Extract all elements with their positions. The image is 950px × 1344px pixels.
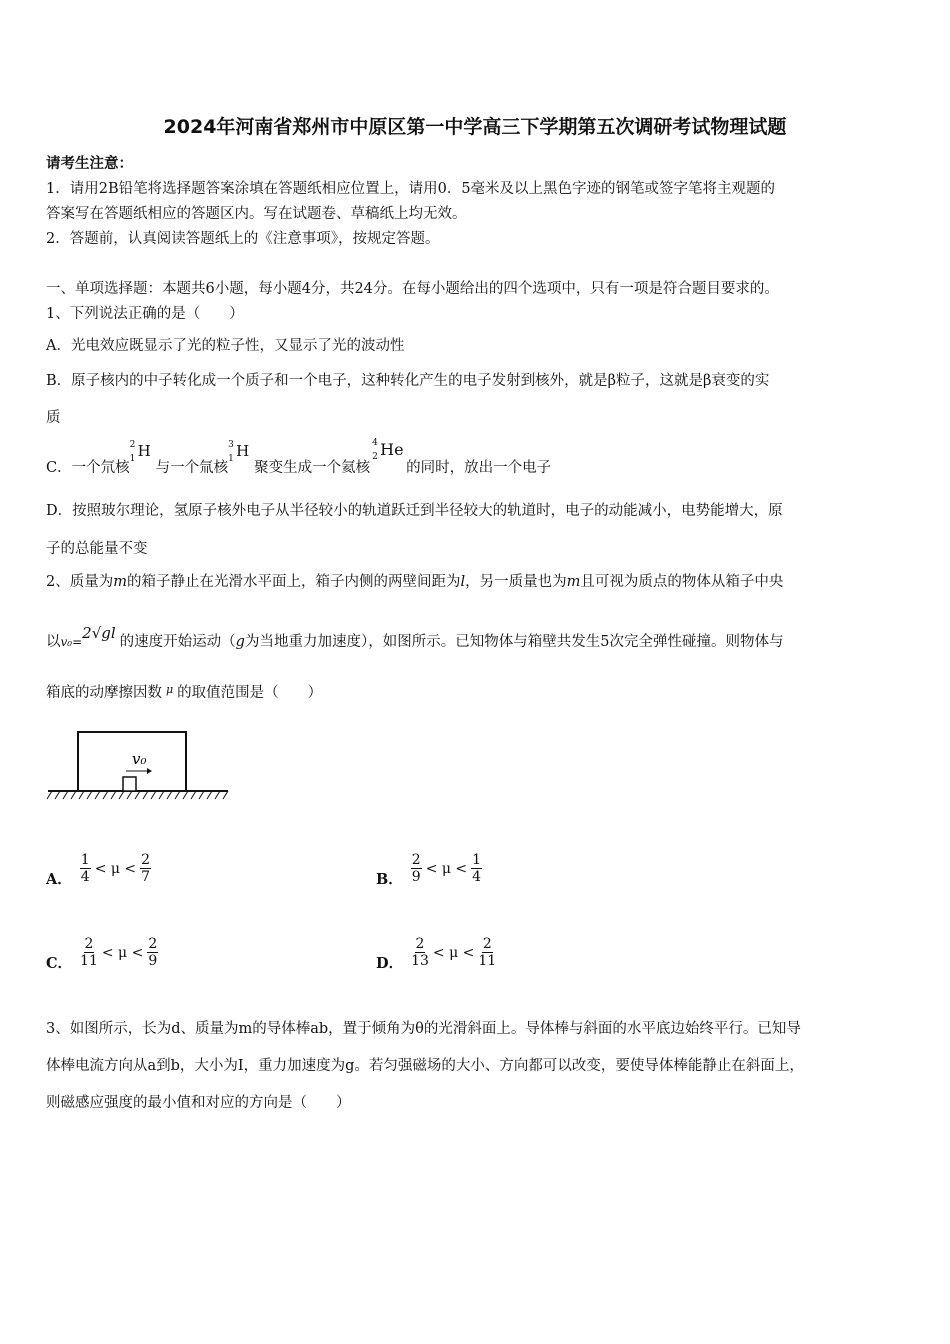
velocity-arrowhead [147,768,152,774]
helium-element: He [380,440,404,459]
notice-item-1-cont: 答案写在答题纸相应的答题区内。写在试题卷、草稿纸上均无效。 [46,206,467,222]
inequality: < μ < [94,860,137,877]
numerator: 2 [415,936,425,952]
small-block [123,777,136,791]
q1-c-post: 的同时，放出一个电子 [406,460,552,476]
q1-option-a: A．光电效应既显示了光的粒子性，又显示了光的波动性 [46,338,405,354]
fraction [471,852,482,885]
denominator: 13 [411,953,429,969]
q2-var-l: l [460,574,466,590]
q3-stem-line3: 则磁感应强度的最小值和对应的方向是（ ） [46,1095,351,1111]
inequality: < μ < [425,860,468,877]
triton-symbol [228,440,254,472]
denominator: 7 [141,869,151,885]
box-figure [46,728,232,804]
ground-hatching [47,791,228,799]
denominator: 9 [148,953,158,969]
q3-stem-line2: 体棒电流方向从a到b，大小为I，重力加速度为g。若匀强磁场的大小、方向都可以改变，要使导体棒能静止在斜面上， [46,1058,804,1074]
q2-text: 的速度开始运动（ [119,634,236,650]
q2-text: 的取值范围是（ ） [177,685,323,701]
q2-var-g: g [235,634,245,650]
q2-stem-line3 [46,681,322,702]
numerator: 2 [482,936,492,952]
option-label: D． [376,955,404,972]
q2-v0: v₀= [60,635,83,649]
numerator: 2 [141,852,151,868]
option-label: C． [46,955,73,972]
triton-element: H [236,442,250,460]
q2-text: 且可视为质点的物体从箱子中央 [580,574,784,590]
deuteron-symbol [129,440,156,472]
q2-option-a [46,848,151,889]
option-label: B． [376,871,403,888]
denominator: 11 [80,953,98,969]
fraction [80,936,98,969]
q2-stem-line1 [46,570,783,591]
numerator: 2 [84,936,94,952]
q1-option-b: B．原子核内的中子转化成一个质子和一个电子，这种转化产生的电子发射到核外，就是β粒子，这就是β衰变的实 [46,373,770,389]
q2-text: ，另一质量也为 [465,574,567,590]
q3-stem-line1: 3、如图所示，长为d、质量为m的导体棒ab，置于倾角为θ的光滑斜面上。导体棒与斜面的水平底边始终平行。已知导 [46,1021,801,1037]
denominator: 4 [80,869,90,885]
q2-var-m: m [566,574,581,590]
q1-c-mid2: 聚变生成一个氦核 [254,460,371,476]
denominator: 11 [478,953,497,969]
deuteron-charge: 1 [129,454,136,464]
velocity-label: v₀ [132,750,147,768]
fraction [80,852,91,885]
q2-option-d [376,932,496,973]
q2-stem-line2 [46,624,784,651]
option-label: A． [46,871,72,888]
numerator: 2 [411,852,421,868]
q2-option-c [46,932,158,973]
fraction [411,936,429,969]
numerator: 2 [148,936,158,952]
q1-c-mid1: 与一个氚核 [155,460,229,476]
deuteron-mass: 2 [129,440,136,450]
helium-mass: 4 [372,438,378,448]
helium-charge: 2 [372,452,378,462]
notice-item-2: 2．答题前，认真阅读答题纸上的《注意事项》，按规定答题。 [46,231,440,247]
q2-var-m: m [113,574,127,590]
q2-v0-formula: 2√gl [82,624,116,642]
q2-text: 箱底的动摩擦因数 [46,685,162,701]
numerator: 1 [472,852,482,868]
fraction [411,852,422,885]
q1-stem: 1、下列说法正确的是（ ） [46,306,244,322]
inequality: < μ < [432,944,475,961]
notice-item-1: 1．请用2B铅笔将选择题答案涂填在答题纸相应位置上，请用0．5毫米及以上黑色字迹的钢笔或签字笔将主观题的 [46,181,776,197]
section-heading: 一、单项选择题：本题共6小题，每小题4分，共24分。在每小题给出的四个选项中，只有一项是符合题目要求的。 [46,281,779,297]
inequality: < μ < [101,944,144,961]
q1-option-d-cont: 子的总能量不变 [46,541,148,557]
q1-option-d: D．按照玻尔理论，氢原子核外电子从半径较小的轨道跃迁到半径较大的轨道时，电子的动能减小，电势能增大，原 [46,503,783,519]
denominator: 9 [411,869,421,885]
numerator: 1 [80,852,90,868]
q2-text: 的箱子静止在光滑水平面上，箱子内侧的两壁间距为 [126,574,461,590]
fraction [140,852,151,885]
q2-option-b [376,848,482,889]
triton-charge: 1 [228,454,234,464]
fraction [478,936,496,969]
q2-text: 为当地重力加速度），如图所示。已知物体与箱壁共发生5次完全弹性碰撞。则物体与 [244,634,784,650]
deuteron-element: H [137,442,151,460]
q1-option-c [46,438,552,477]
q2-text: 2、质量为 [46,574,114,590]
q1-c-pre: C．一个氘核 [46,460,130,476]
notice-heading: 请考生注意： [46,155,133,172]
q1-option-b-cont: 质 [46,410,61,426]
q2-var-mu: μ [166,683,174,696]
denominator: 4 [472,869,482,885]
helium-symbol [370,438,406,472]
page-title: 2024年河南省郑州市中原区第一中学高三下学期第五次调研考试物理试题 [163,116,787,138]
fraction [147,936,158,969]
triton-mass: 3 [228,440,234,450]
q2-text: 以 [46,634,61,650]
